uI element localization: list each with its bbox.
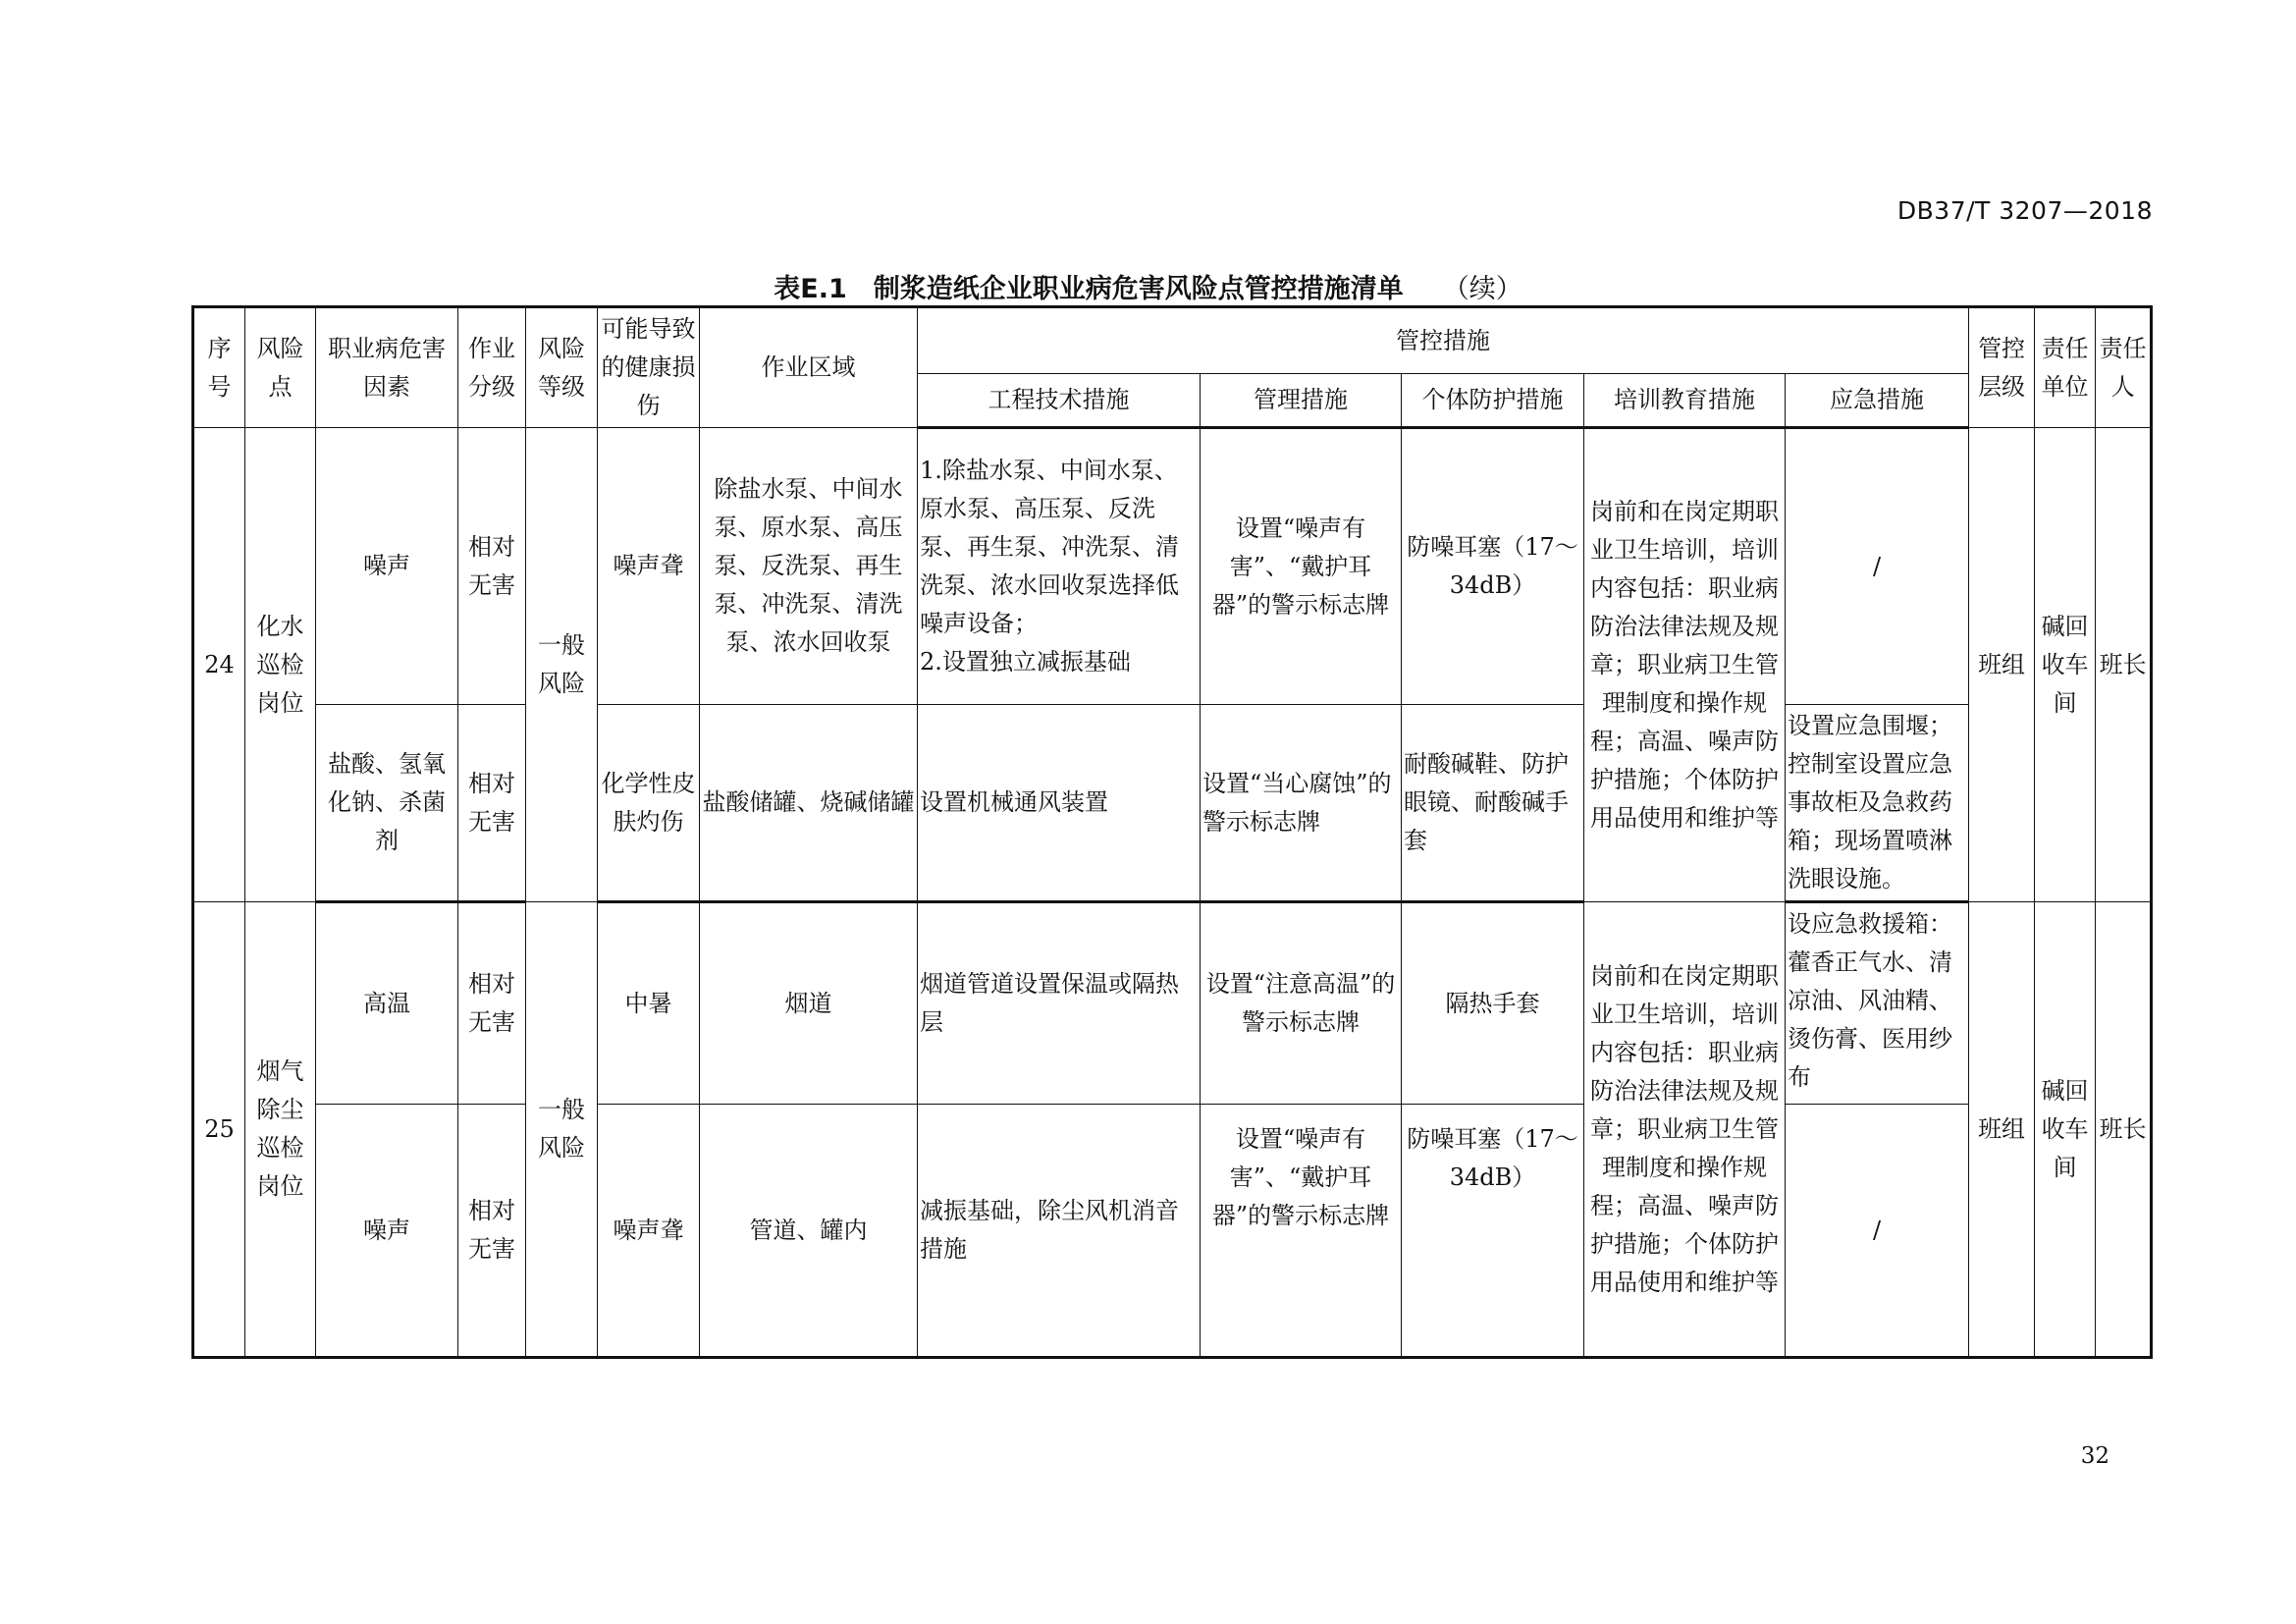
cell-work-area: 管道、罐内 <box>700 1105 918 1358</box>
table-caption <box>0 267 2296 305</box>
col-header-work-class: 作业分级 <box>458 307 526 428</box>
col-header-resp-person: 责任人 <box>2096 307 2152 428</box>
cell-risk-level: 一般风险 <box>526 428 598 902</box>
cell-ppe: 防噪耳塞（17～34dB） <box>1402 1105 1584 1358</box>
cell-training: 岗前和在岗定期职业卫生培训，培训内容包括：职业病防治法律法规及规章；职业病卫生管理制度和操作规程；高温、噪声防护措施；个体防护用品使用和维护等 <box>1584 428 1786 902</box>
cell-management: 设置“注意高温”的警示标志牌 <box>1201 902 1402 1105</box>
cell-health-damage: 噪声聋 <box>598 428 700 705</box>
table-row <box>193 1105 2152 1358</box>
cell-hazard: 噪声 <box>316 1105 458 1358</box>
cell-engineering <box>918 428 1201 705</box>
risk-control-table <box>191 305 2153 1359</box>
cell-emergency: 设应急救援箱：藿香正气水、清凉油、风油精、烫伤膏、医用纱布 <box>1786 902 1969 1105</box>
col-header-risk-point: 风险点 <box>245 307 316 428</box>
col-header-control-measures: 管控措施 <box>918 307 1969 374</box>
cell-control-level: 班组 <box>1969 428 2035 902</box>
page-number: 32 <box>2080 1443 2109 1469</box>
cell-control-level: 班组 <box>1969 902 2035 1358</box>
col-header-management: 管理措施 <box>1201 374 1402 428</box>
col-header-hazard: 职业病危害因素 <box>316 307 458 428</box>
col-header-engineering: 工程技术措施 <box>918 374 1201 428</box>
cell-health-damage: 化学性皮肤灼伤 <box>598 705 700 902</box>
cell-work-area: 盐酸储罐、烧碱储罐 <box>700 705 918 902</box>
cell-engineering: 设置机械通风装置 <box>918 705 1201 902</box>
cell-risk-level: 一般风险 <box>526 902 598 1358</box>
table-row <box>193 428 2152 705</box>
col-header-emergency: 应急措施 <box>1786 374 1969 428</box>
cell-ppe: 耐酸碱鞋、防护眼镜、耐酸碱手套 <box>1402 705 1584 902</box>
col-header-risk-level: 风险等级 <box>526 307 598 428</box>
col-header-ppe: 个体防护措施 <box>1402 374 1584 428</box>
cell-hazard: 噪声 <box>316 428 458 705</box>
table-continued-label: （续） <box>1442 274 1522 304</box>
cell-management: 设置“噪声有害”、“戴护耳器”的警示标志牌 <box>1201 1105 1402 1358</box>
cell-hazard: 高温 <box>316 902 458 1105</box>
cell-engineering: 烟道管道设置保温或隔热层 <box>918 902 1201 1105</box>
col-header-health-damage: 可能导致的健康损伤 <box>598 307 700 428</box>
cell-health-damage: 噪声聋 <box>598 1105 700 1358</box>
cell-ppe: 隔热手套 <box>1402 902 1584 1105</box>
table-row <box>193 705 2152 902</box>
cell-risk-point: 烟气除尘巡检岗位 <box>245 902 316 1358</box>
cell-risk-point: 化水巡检岗位 <box>245 428 316 902</box>
col-header-seq: 序号 <box>193 307 245 428</box>
cell-management: 设置“当心腐蚀”的警示标志牌 <box>1201 705 1402 902</box>
engineering-item-1: 1.除盐水泵、中间水泵、原水泵、高压泵、反洗泵、再生泵、冲洗泵、清洗泵、浓水回收泵选择低噪声设备； <box>920 457 1179 637</box>
cell-resp-person: 班长 <box>2096 428 2152 902</box>
col-header-resp-unit: 责任单位 <box>2035 307 2096 428</box>
col-header-work-area: 作业区域 <box>700 307 918 428</box>
cell-management: 设置“噪声有害”、“戴护耳器”的警示标志牌 <box>1201 428 1402 705</box>
cell-training: 岗前和在岗定期职业卫生培训，培训内容包括：职业病防治法律法规及规章；职业病卫生管理制度和操作规程；高温、噪声防护措施；个体防护用品使用和维护等 <box>1584 902 1786 1358</box>
cell-work-class: 相对无害 <box>458 902 526 1105</box>
cell-emergency: 设置应急围堰；控制室设置应急事故柜及急救药箱；现场置喷淋洗眼设施。 <box>1786 705 1969 902</box>
cell-resp-unit: 碱回收车间 <box>2035 428 2096 902</box>
cell-seq: 25 <box>193 902 245 1358</box>
cell-work-class: 相对无害 <box>458 428 526 705</box>
cell-resp-person: 班长 <box>2096 902 2152 1358</box>
cell-ppe: 防噪耳塞（17～34dB） <box>1402 428 1584 705</box>
cell-emergency: / <box>1786 428 1969 705</box>
document-code: DB37/T 3207—2018 <box>1896 196 2153 225</box>
cell-hazard: 盐酸、氢氧化钠、杀菌剂 <box>316 705 458 902</box>
engineering-item-2: 2.设置独立减振基础 <box>920 648 1131 676</box>
cell-engineering: 减振基础，除尘风机消音措施 <box>918 1105 1201 1358</box>
table-title: 表E.1 制浆造纸企业职业病危害风险点管控措施清单 <box>774 274 1404 304</box>
cell-work-area: 除盐水泵、中间水泵、原水泵、高压泵、反洗泵、再生泵、冲洗泵、清洗泵、浓水回收泵 <box>700 428 918 705</box>
cell-emergency: / <box>1786 1105 1969 1358</box>
header-row-1 <box>193 307 2152 374</box>
cell-work-area: 烟道 <box>700 902 918 1105</box>
cell-work-class: 相对无害 <box>458 705 526 902</box>
cell-seq: 24 <box>193 428 245 902</box>
cell-health-damage: 中暑 <box>598 902 700 1105</box>
table-row <box>193 902 2152 1105</box>
cell-work-class: 相对无害 <box>458 1105 526 1358</box>
col-header-training: 培训教育措施 <box>1584 374 1786 428</box>
cell-resp-unit: 碱回收车间 <box>2035 902 2096 1358</box>
col-header-control-level: 管控层级 <box>1969 307 2035 428</box>
